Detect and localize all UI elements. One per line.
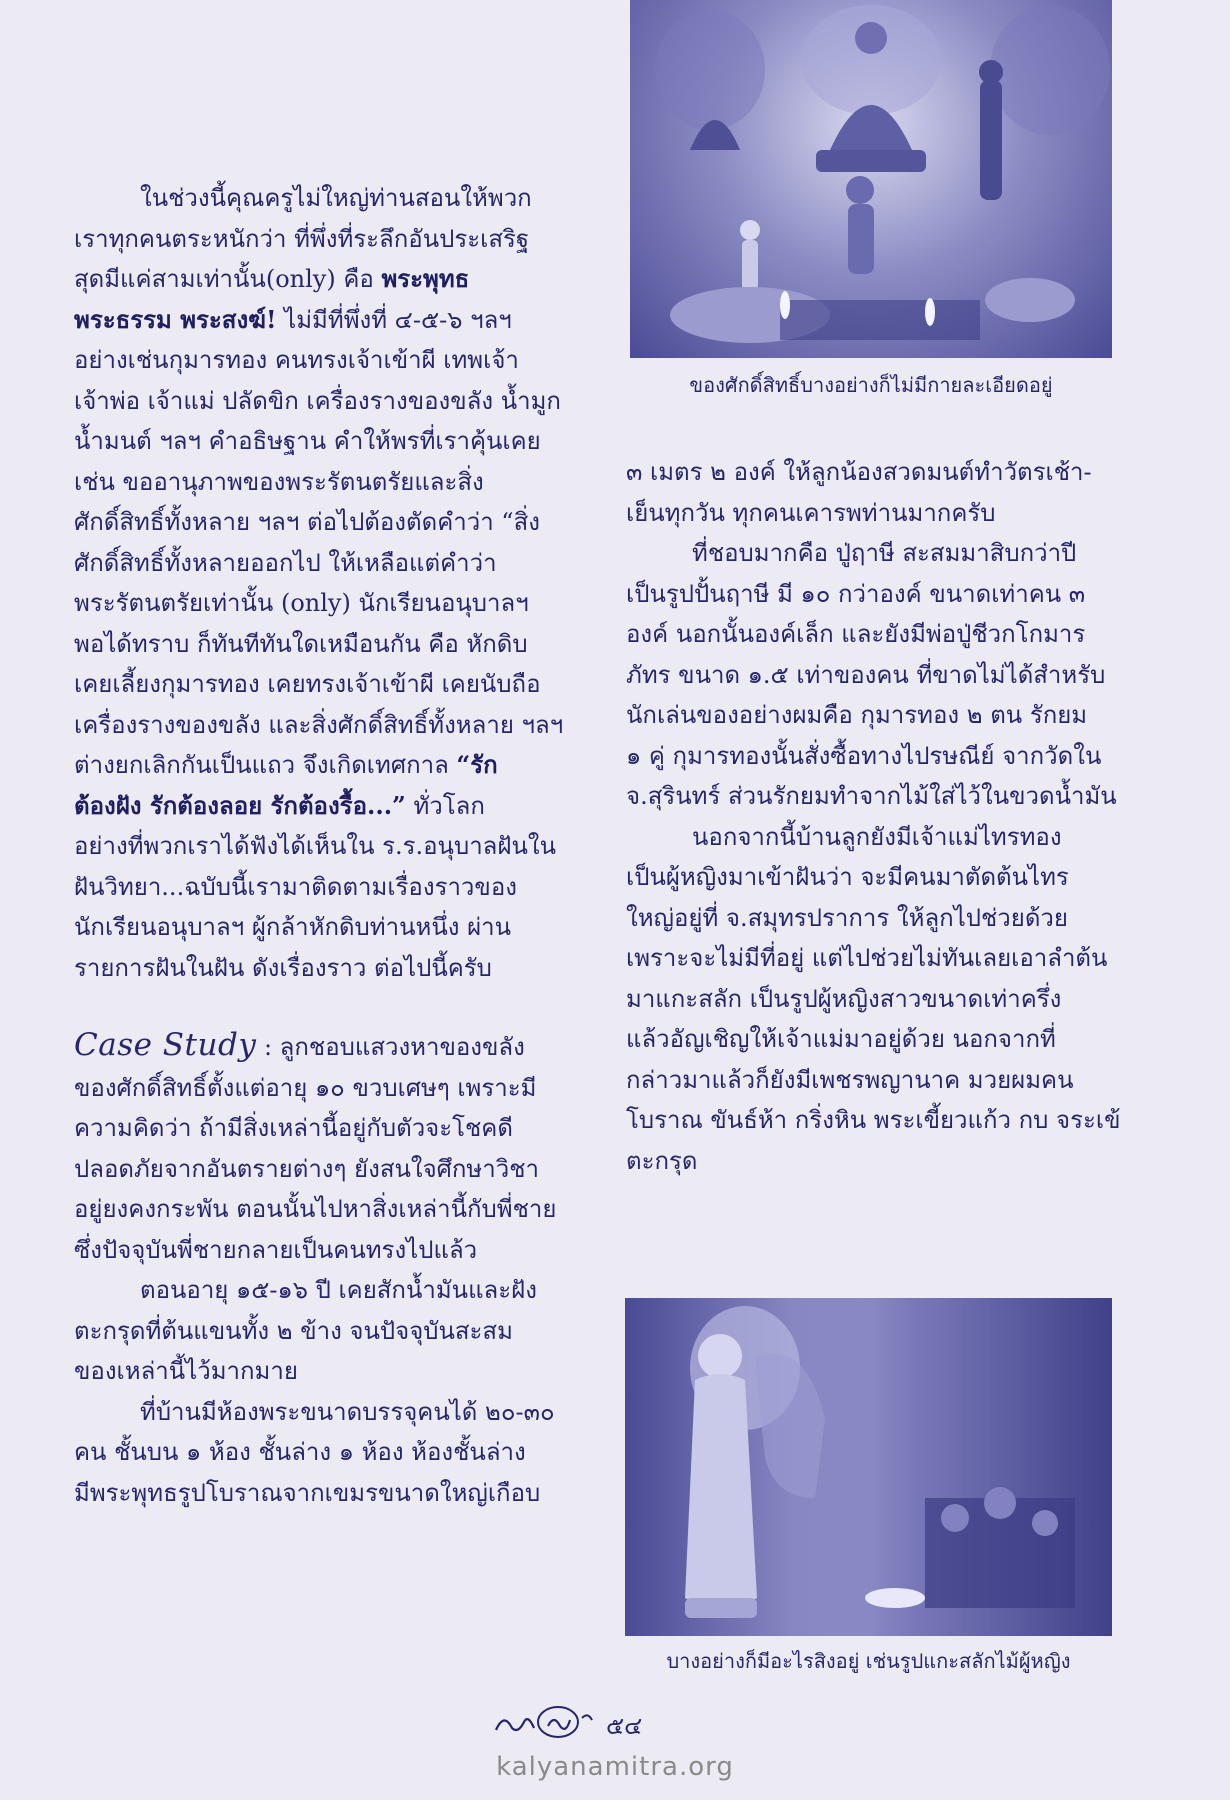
text-line: ปลอดภัยจากอันตรายต่างๆ ยังสนใจศึกษาวิชา xyxy=(74,1154,539,1183)
text-line: นอกจากนี้บ้านลูกยังมีเจ้าแม่ไทรทอง xyxy=(692,822,1062,851)
text-line: มาแกะสลัก เป็นรูปผู้หญิงสาวขนาดเท่าครึ่ง xyxy=(626,984,1062,1013)
text-line: เป็นรูปปั้นฤาษี มี ๑๐ กว่าองค์ ขนาดเท่าคน ๓ xyxy=(626,579,1086,608)
text-line: ที่บ้านมีห้องพระขนาดบรรจุคนได้ ๒๐-๓๐ xyxy=(140,1397,555,1426)
wooden-carving-photo xyxy=(625,1298,1112,1636)
text-line: องค์ นอกนั้นองค์เล็ก และยังมีพ่อปู่ชีวกโกมาร xyxy=(626,620,1086,648)
text-line: เคยเลี้ยงกุมารทอง เคยทรงเจ้าเข้าผี เคยนับถือ xyxy=(74,670,541,698)
text-line: กล่าวมาแล้วก็ยังมีเพชรพญานาค มวยผมคน xyxy=(626,1065,1074,1094)
text-line: ของเหล่านี้ไว้มากมาย xyxy=(74,1357,298,1385)
right-column xyxy=(626,452,1121,1181)
page-number: ๕๔ xyxy=(606,1712,643,1740)
magazine-logo-icon xyxy=(488,1704,598,1740)
text-line xyxy=(74,786,556,827)
text-line: เราทุกคนตระหนักว่า ที่พึ่งที่ระลึกอันประเสริฐ xyxy=(74,224,530,253)
text-run: ลูกชอบแสวงหาของขลัง xyxy=(279,1033,525,1061)
text-line: พอได้ทราบ ก็ทันทีทันใดเหมือนกัน คือ หักดิบ xyxy=(74,629,528,658)
left-column xyxy=(74,178,564,1513)
paragraph-gap xyxy=(74,988,556,1025)
text-line xyxy=(74,259,556,300)
text-line: อย่างที่พวกเราได้ฟังได้เห็นใน ร.ร.อนุบาลฝันใน xyxy=(74,832,556,860)
text-line: ความคิดว่า ถ้ามีสิ่งเหล่านี้อยู่กับตัวจะโชคดี xyxy=(74,1114,513,1142)
text-line: โบราณ ขันธ์ห้า กริ่งหิน พระเขี้ยวแก้ว กบ จระเข้ xyxy=(626,1106,1121,1134)
text-line: อยู่ยงคงกระพัน ตอนนั้นไปหาสิ่งเหล่านี้กับพี่ชาย xyxy=(74,1195,557,1223)
photo-caption-top: ของศักดิ์สิทธิ์บางอย่างก็ไม่มีกายละเอียดอยู่ xyxy=(689,373,1053,397)
case-study-colon: : xyxy=(256,1033,280,1061)
text-line: ใหญ่อยู่ที่ จ.สมุทรปราการ ให้ลูกไปช่วยด้วย xyxy=(626,903,1068,932)
text-line: ภัทร ขนาด ๑.๕ เท่าของคน ที่ขาดไม่ได้สำหรับ xyxy=(626,660,1106,689)
text-line: เครื่องรางของขลัง และสิ่งศักดิ์สิทธิ์ทั้งหลาย ฯลฯ xyxy=(74,710,564,739)
text-run: ไม่มีที่พึ่งที่ ๔-๕-๖ ฯลฯ xyxy=(276,305,512,334)
text-line: เพราะจะไม่มีที่อยู่ แต่ไปช่วยไม่ทันเลยเอาลำต้น xyxy=(626,944,1108,972)
text-line: นักเรียนอนุบาลฯ ผู้กล้าหักดิบท่านหนึ่ง ผ่าน xyxy=(74,913,512,941)
text-run: ทั่วโลก xyxy=(405,791,485,820)
bold-phrase: “รัก xyxy=(456,750,498,779)
text-line: นักเล่นของอย่างผมคือ กุมารทอง ๒ ตน รักยม xyxy=(626,701,1088,729)
text-line: คน ชั้นบน ๑ ห้อง ชั้นล่าง ๑ ห้อง ห้องชั้นล่าง xyxy=(74,1438,526,1466)
text-line: ตอนอายุ ๑๕-๑๖ ปี เคยสักน้ำมันและฝัง xyxy=(140,1276,537,1304)
carved-woman-illustration xyxy=(625,1298,1112,1636)
text-line: น้ำมนต์ ฯลฯ คำอธิษฐาน คำให้พรที่เราคุ้นเคย xyxy=(74,427,541,455)
page-folio xyxy=(488,1700,648,1744)
text-line: เจ้าพ่อ เจ้าแม่ ปลัดขิก เครื่องรางของขลัง น้ำมูก xyxy=(74,386,561,415)
text-line: เป็นผู้หญิงมาเข้าฝันว่า จะมีคนมาตัดต้นไทร xyxy=(626,863,1069,891)
text-line xyxy=(74,745,556,786)
text-line: ๑ คู่ กุมารทองนั้นสั่งซื้อทางไปรษณีย์ จากวัดใน xyxy=(626,741,1102,770)
bold-phrase: ต้องฝัง รักต้องลอย รักต้องรื้อ...” xyxy=(74,790,406,820)
text-line: เช่น ขออานุภาพของพระรัตนตรัยและสิ่ง xyxy=(74,467,484,496)
bold-phrase: พระธรรม พระสงฆ์! xyxy=(74,304,277,334)
text-line: ตะกรุด xyxy=(626,1146,698,1175)
text-line: ศักดิ์สิทธิ์ทั้งหลายออกไป ให้เหลือแต่คำว่า xyxy=(74,548,497,577)
text-line: ในช่วงนี้คุณครูไม่ใหญ่ท่านสอนให้พวก xyxy=(140,184,532,212)
site-watermark: kalyanamitra.org xyxy=(496,1752,734,1782)
case-study-heading: Case Study xyxy=(74,1027,257,1063)
bold-phrase: พระพุทธ xyxy=(381,264,470,293)
text-line: พระรัตนตรัยเท่านั้น (only) นักเรียนอนุบาลฯ xyxy=(74,589,529,617)
text-line: ซึ่งปัจจุบันพี่ชายกลายเป็นคนทรงไปแล้ว xyxy=(74,1235,478,1264)
text-line: ศักดิ์สิทธิ์ทั้งหลาย ฯลฯ ต่อไปต้องตัดคำว่า “สิ่ง xyxy=(74,508,540,536)
text-line: แล้วอัญเชิญให้เจ้าแม่มาอยู่ด้วย นอกจากที่ xyxy=(626,1025,1056,1053)
text-line: จ.สุรินทร์ ส่วนรักยมทำจากไม้ใส่ไว้ในขวดน้ำมัน xyxy=(626,782,1117,810)
text-line xyxy=(74,300,556,341)
buddha-statues-illustration xyxy=(630,0,1112,358)
text-line: รายการฝันในฝัน ดังเรื่องราว ต่อไปนี้ครับ xyxy=(74,953,492,982)
text-line: ของศักดิ์สิทธิ์ตั้งแต่อายุ ๑๐ ขวบเศษๆ เพราะมี xyxy=(74,1073,537,1102)
text-line: ตะกรุดที่ต้นแขนทั้ง ๒ ข้าง จนปัจจุบันสะสม xyxy=(74,1316,513,1345)
text-line: มีพระพุทธรูปโบราณจากเขมรขนาดใหญ่เกือบ xyxy=(74,1478,541,1507)
sacred-objects-photo xyxy=(630,0,1112,358)
text-line: เย็นทุกวัน ทุกคนเคารพท่านมากครับ xyxy=(626,498,996,527)
text-line: อย่างเช่นกุมารทอง คนทรงเจ้าเข้าผี เทพเจ้า xyxy=(74,346,519,374)
text-run: ต่างยกเลิกกันเป็นแถว จึงเกิดเทศกาล xyxy=(74,751,457,779)
text-run: สุดมีแค่สามเท่านั้น(only) คือ xyxy=(74,265,382,293)
text-line: ที่ชอบมากคือ ปู่ฤาษี สะสมมาสิบกว่าปี xyxy=(692,539,1077,567)
photo-caption-bottom: บางอย่างก็มีอะไรสิงอยู่ เช่นรูปแกะสลักไม้ผู้หญิง xyxy=(666,1649,1071,1673)
text-line: ฝันวิทยา...ฉบับนี้เรามาติดตามเรื่องราวของ xyxy=(74,872,517,901)
case-study-line xyxy=(74,1025,556,1068)
text-line: ๓ เมตร ๒ องค์ ให้ลูกน้องสวดมนต์ทำวัตรเช้า- xyxy=(626,458,1092,486)
